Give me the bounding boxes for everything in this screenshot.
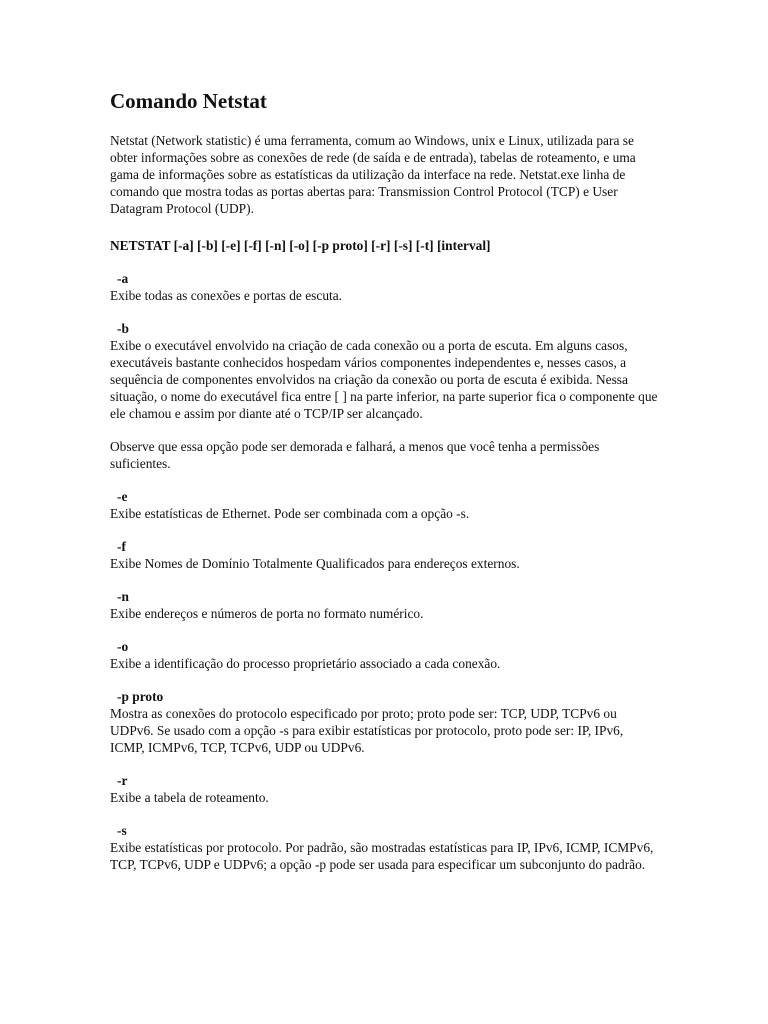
- option-flag: -n: [117, 589, 129, 604]
- option-flag: -r: [117, 773, 128, 788]
- option-flag: -p proto: [117, 689, 164, 704]
- option-a: [110, 270, 658, 304]
- option-b-note: Observe que essa opção pode ser demorada e falhará, a menos que você tenha a permissões suficientes.: [110, 439, 600, 471]
- option-description: Exibe estatísticas de Ethernet. Pode ser combinada com a opção -s.: [110, 506, 470, 521]
- option-r: [110, 772, 658, 806]
- option-description: Exibe a tabela de roteamento.: [110, 790, 269, 805]
- option-p-proto: [110, 688, 658, 756]
- option-flag: -f: [117, 539, 126, 554]
- option-e: [110, 488, 658, 522]
- option-flag: -o: [117, 639, 129, 654]
- command-syntax: NETSTAT [-a] [-b] [-e] [-f] [-n] [-o] [-p proto] [-r] [-s] [-t] [interval]: [110, 238, 491, 253]
- option-n: [110, 588, 658, 622]
- option-description: Mostra as conexões do protocolo especificado por proto; proto pode ser: TCP, UDP, TCPv6 ou UDPv6. Se usado com a opção -s para exibir estatísticas por protocolo, proto pode ser: IP, IPv6, ICMP, ICMPv6, TCP, TCPv6, UDP ou UDPv6.: [110, 706, 624, 755]
- intro-paragraph: Netstat (Network statistic) é uma ferramenta, comum ao Windows, unix e Linux, utilizada para se obter informações sobre as conexões de rede (de saída e de entrada), tabelas de roteamento, e uma gama de informações sobre as estatísticas da utilização da interface na rede. Netstat.exe linha de comando que mostra todas as portas abertas para: Transmission Control Protocol (TCP) e User Datagram Protocol (UDP).: [110, 133, 636, 216]
- option-description: Exibe estatísticas por protocolo. Por padrão, são mostradas estatísticas para IP, IPv6, ICMP, ICMPv6, TCP, TCPv6, UDP e UDPv6; a opção -p pode ser usada para especificar um subconjunto do padrão.: [110, 840, 654, 872]
- option-f: [110, 538, 658, 572]
- option-description: Exibe a identificação do processo proprietário associado a cada conexão.: [110, 656, 501, 671]
- option-flag: -b: [117, 321, 129, 336]
- option-flag: -s: [117, 823, 127, 838]
- document-page: [110, 88, 658, 889]
- option-flag: -a: [117, 271, 129, 286]
- option-b: [110, 320, 658, 422]
- option-flag: -e: [117, 489, 128, 504]
- option-o: [110, 638, 658, 672]
- option-s: [110, 822, 658, 873]
- option-description: Exibe todas as conexões e portas de escuta.: [110, 288, 343, 303]
- option-description: Exibe Nomes de Domínio Totalmente Qualificados para endereços externos.: [110, 556, 520, 571]
- option-description: Exibe o executável envolvido na criação de cada conexão ou a porta de escuta. Em alguns casos, executáveis bastante conhecidos hospedam vários componentes independentes e, nesses casos, a sequência de componentes envolvidos na criação da conexão ou porta de escuta é exibida. Nessa situação, o nome do executável fica entre [ ] na parte inferior, na parte superior fica o componente que ele chamou e assim por diante até o TCP/IP ser alcançado.: [110, 338, 658, 421]
- option-description: Exibe endereços e números de porta no formato numérico.: [110, 606, 424, 621]
- document-title: Comando Netstat: [110, 89, 267, 113]
